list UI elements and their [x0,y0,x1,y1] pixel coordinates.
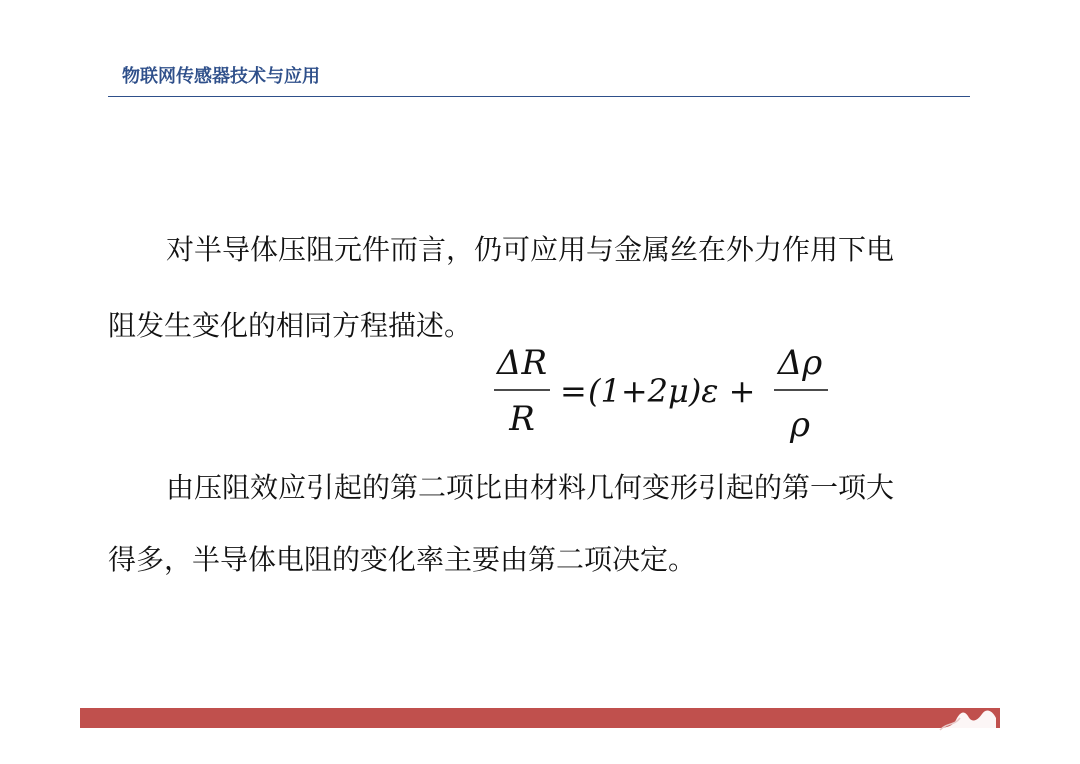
formula-lhs-denominator: R [509,399,535,439]
slide-header-title: 物联网传感器技术与应用 [122,66,320,87]
paragraph-1-line-2: 阻发生变化的相同方程描述。 [108,309,473,342]
header-divider [108,96,970,97]
footer-bar [80,708,1000,728]
paragraph-2-line-1: 由压阻效应引起的第二项比由材料几何变形引起的第一项大 [166,471,895,504]
formula-middle-term: (1+2μ)ε + [588,372,756,410]
footer-wave-decoration-icon [930,700,1000,740]
paragraph-1-line-1: 对半导体压阻元件而言，仍可应用与金属丝在外力作用下电 [166,233,895,266]
paragraph-2-line-2: 得多，半导体电阻的变化率主要由第二项决定。 [108,543,697,576]
formula-equals: = [560,372,587,410]
formula-lhs-numerator: ΔR [496,343,548,383]
formula-rhs-denominator: ρ [790,405,810,445]
formula-rhs-numerator: Δρ [777,343,823,383]
resistance-change-formula [490,336,850,456]
